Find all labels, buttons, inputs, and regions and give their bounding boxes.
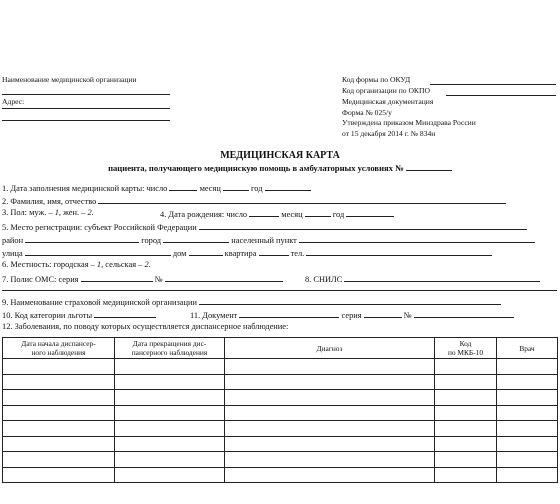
- table-cell[interactable]: [3, 359, 115, 375]
- phone-label: тел.: [290, 249, 305, 258]
- table-cell[interactable]: [225, 390, 435, 406]
- f11-number-label: №: [403, 311, 412, 320]
- f9-org-line[interactable]: [199, 296, 501, 305]
- table-header-row: [3, 338, 558, 359]
- okpo-line[interactable]: [446, 95, 556, 96]
- table-cell[interactable]: [115, 421, 225, 437]
- f1-year-line[interactable]: [265, 182, 311, 191]
- table-row: [3, 452, 558, 468]
- table-cell[interactable]: [435, 436, 497, 452]
- card-title: МЕДИЦИНСКАЯ КАРТА: [220, 150, 340, 161]
- f11-number-line[interactable]: [414, 309, 514, 318]
- house-label: дом: [172, 249, 187, 258]
- separator-line[interactable]: [2, 290, 557, 291]
- col-doctor: Врач: [497, 338, 558, 359]
- address-line-2[interactable]: [2, 120, 170, 121]
- approved-date: от 15 декабря 2014 г. № 834н: [342, 129, 436, 138]
- f6-end: .: [148, 260, 151, 269]
- f4-label: 4. Дата рождения: число: [160, 210, 248, 219]
- street-label: улица: [2, 249, 23, 258]
- street-line[interactable]: [25, 247, 171, 256]
- table-cell[interactable]: [225, 374, 435, 390]
- table-cell[interactable]: [435, 452, 497, 468]
- f1-year-label: год: [251, 184, 263, 193]
- address-label: Адрес:: [2, 97, 25, 106]
- card-number-line[interactable]: [406, 162, 452, 171]
- f1-day-line[interactable]: [169, 182, 197, 191]
- apartment-line[interactable]: [259, 247, 289, 256]
- card-subtitle-text: пациента, получающего медицинскую помощь в амбулаторных условиях №: [108, 163, 404, 173]
- f11-series-line[interactable]: [364, 309, 402, 318]
- district-label: район: [2, 236, 24, 245]
- table-cell[interactable]: [3, 452, 115, 468]
- dispensary-table: [2, 337, 558, 483]
- okpo-label: Код организации по ОКПО: [342, 86, 430, 95]
- address-line-1[interactable]: [2, 108, 170, 109]
- table-body: [3, 359, 558, 483]
- f5-label: 5. Место регистрации: субъект Российской Федерации: [2, 223, 197, 232]
- table-cell[interactable]: [497, 374, 558, 390]
- table-cell[interactable]: [435, 359, 497, 375]
- col-diagnosis: Диагноз: [225, 338, 435, 359]
- district-line[interactable]: [25, 234, 139, 243]
- table-cell[interactable]: [3, 405, 115, 421]
- table-cell[interactable]: [225, 359, 435, 375]
- f3-male-code: 1,: [54, 208, 62, 217]
- table-row: [3, 467, 558, 483]
- okud-line[interactable]: [430, 84, 556, 85]
- field-10-benefit-code: [2, 309, 156, 321]
- city-label: город: [141, 236, 162, 245]
- table-cell[interactable]: [115, 374, 225, 390]
- table-cell[interactable]: [225, 405, 435, 421]
- f11-document-line[interactable]: [239, 309, 339, 318]
- approved-by: Утверждена приказом Минздрава России: [342, 118, 476, 127]
- field-2-name: [2, 195, 506, 207]
- f10-code-line[interactable]: [94, 309, 156, 318]
- f3-female-label: жен. –: [63, 208, 86, 217]
- f4-year-line[interactable]: [346, 208, 394, 217]
- table-cell[interactable]: [225, 452, 435, 468]
- table-cell[interactable]: [115, 359, 225, 375]
- table-cell[interactable]: [3, 467, 115, 483]
- f3-label: 3. Пол: муж. –: [2, 208, 53, 217]
- table-cell[interactable]: [115, 467, 225, 483]
- table-cell[interactable]: [3, 421, 115, 437]
- f9-label: 9. Наименование страховой медицинской организации: [2, 298, 197, 307]
- field-8-snils: [305, 273, 540, 285]
- table-cell[interactable]: [435, 390, 497, 406]
- table-row: [3, 359, 558, 375]
- f4-month-line[interactable]: [305, 208, 331, 217]
- city-line[interactable]: [163, 234, 229, 243]
- field-9-insurance-org: [2, 296, 501, 308]
- f4-year-label: год: [332, 210, 345, 219]
- doc-type: Медицинская документация: [342, 97, 434, 106]
- field-5-street-row: [2, 247, 492, 259]
- phone-line[interactable]: [306, 247, 492, 256]
- f6-label: 6. Местность: городская –: [2, 260, 95, 269]
- f4-month-label: месяц: [281, 210, 303, 219]
- table-row: [3, 374, 558, 390]
- f7-number-line[interactable]: [165, 273, 283, 282]
- field-11-document: [190, 309, 514, 321]
- f7-series-line[interactable]: [81, 273, 153, 282]
- table-cell[interactable]: [225, 467, 435, 483]
- table-cell[interactable]: [497, 421, 558, 437]
- field-7-oms-policy: [2, 273, 283, 285]
- f6-rural-code: 2: [144, 260, 149, 269]
- f1-label: 1. Дата заполнения медицинской карты: число: [2, 184, 168, 193]
- form-number: Форма № 025/у: [342, 108, 392, 117]
- table-row: [3, 390, 558, 406]
- f5-subject-line[interactable]: [199, 221, 527, 230]
- f1-month-label: месяц: [199, 184, 221, 193]
- f1-month-line[interactable]: [223, 182, 249, 191]
- table-cell[interactable]: [497, 452, 558, 468]
- f11-series-label: серия: [341, 311, 362, 320]
- field-4-birth-date: [160, 208, 394, 220]
- f10-label: 10. Код категории льготы: [2, 311, 93, 320]
- f7-number-label: №: [154, 275, 163, 284]
- table-cell[interactable]: [435, 374, 497, 390]
- f8-label: 8. СНИЛС: [305, 275, 343, 284]
- table-cell[interactable]: [497, 436, 558, 452]
- house-line[interactable]: [189, 247, 223, 256]
- table-cell[interactable]: [225, 421, 435, 437]
- table-cell[interactable]: [115, 452, 225, 468]
- table-cell[interactable]: [435, 405, 497, 421]
- f7-label: 7. Полис ОМС: серия: [2, 275, 79, 284]
- f4-day-line[interactable]: [249, 208, 279, 217]
- table-cell[interactable]: [115, 390, 225, 406]
- table-cell[interactable]: [3, 374, 115, 390]
- f2-label: 2. Фамилия, имя, отчество: [2, 197, 97, 206]
- org-name-label: Наименование медицинской организации: [2, 75, 137, 84]
- table-cell[interactable]: [435, 467, 497, 483]
- apartment-label: квартира: [224, 249, 257, 258]
- field-3-sex: [2, 208, 94, 218]
- table-cell[interactable]: [497, 390, 558, 406]
- table-cell[interactable]: [115, 436, 225, 452]
- table-cell[interactable]: [225, 436, 435, 452]
- table-cell[interactable]: [497, 405, 558, 421]
- col-end-date: Дата прекращения дис- пансерного наблюдения: [115, 338, 225, 359]
- table-cell[interactable]: [497, 467, 558, 483]
- okud-label: Код формы по ОКУД: [342, 75, 411, 84]
- card-subtitle: [0, 162, 560, 174]
- field-5-registration: [2, 221, 527, 233]
- table-row: [3, 421, 558, 437]
- table-row: [3, 405, 558, 421]
- locality-line[interactable]: [299, 234, 535, 243]
- f6-city-code: 1: [96, 260, 102, 269]
- table-row: [3, 436, 558, 452]
- table-cell[interactable]: [497, 359, 558, 375]
- field-5-district-row: [2, 234, 535, 246]
- table-cell[interactable]: [435, 421, 497, 437]
- field-12-diseases-label: 12. Заболевания, по поводу которых осуществляется диспансерное наблюдение:: [2, 322, 289, 331]
- f11-label: 11. Документ: [190, 311, 238, 320]
- table-cell[interactable]: [3, 390, 115, 406]
- col-start-date: Дата начала диспансер- ного наблюдения: [3, 338, 115, 359]
- table-cell[interactable]: [3, 436, 115, 452]
- col-icd10-code: Код по МКБ-10: [435, 338, 497, 359]
- field-6-locality-type: [2, 260, 151, 270]
- f2-name-line[interactable]: [98, 195, 506, 204]
- field-1-fill-date: [2, 182, 311, 194]
- f3-female-code: 2.: [87, 208, 94, 217]
- table-cell[interactable]: [115, 405, 225, 421]
- f6-rural-label: , сельская –: [101, 260, 143, 269]
- org-name-line[interactable]: [2, 94, 170, 95]
- locality-label: населенный пункт: [231, 236, 297, 245]
- f8-snils-line[interactable]: [344, 273, 540, 282]
